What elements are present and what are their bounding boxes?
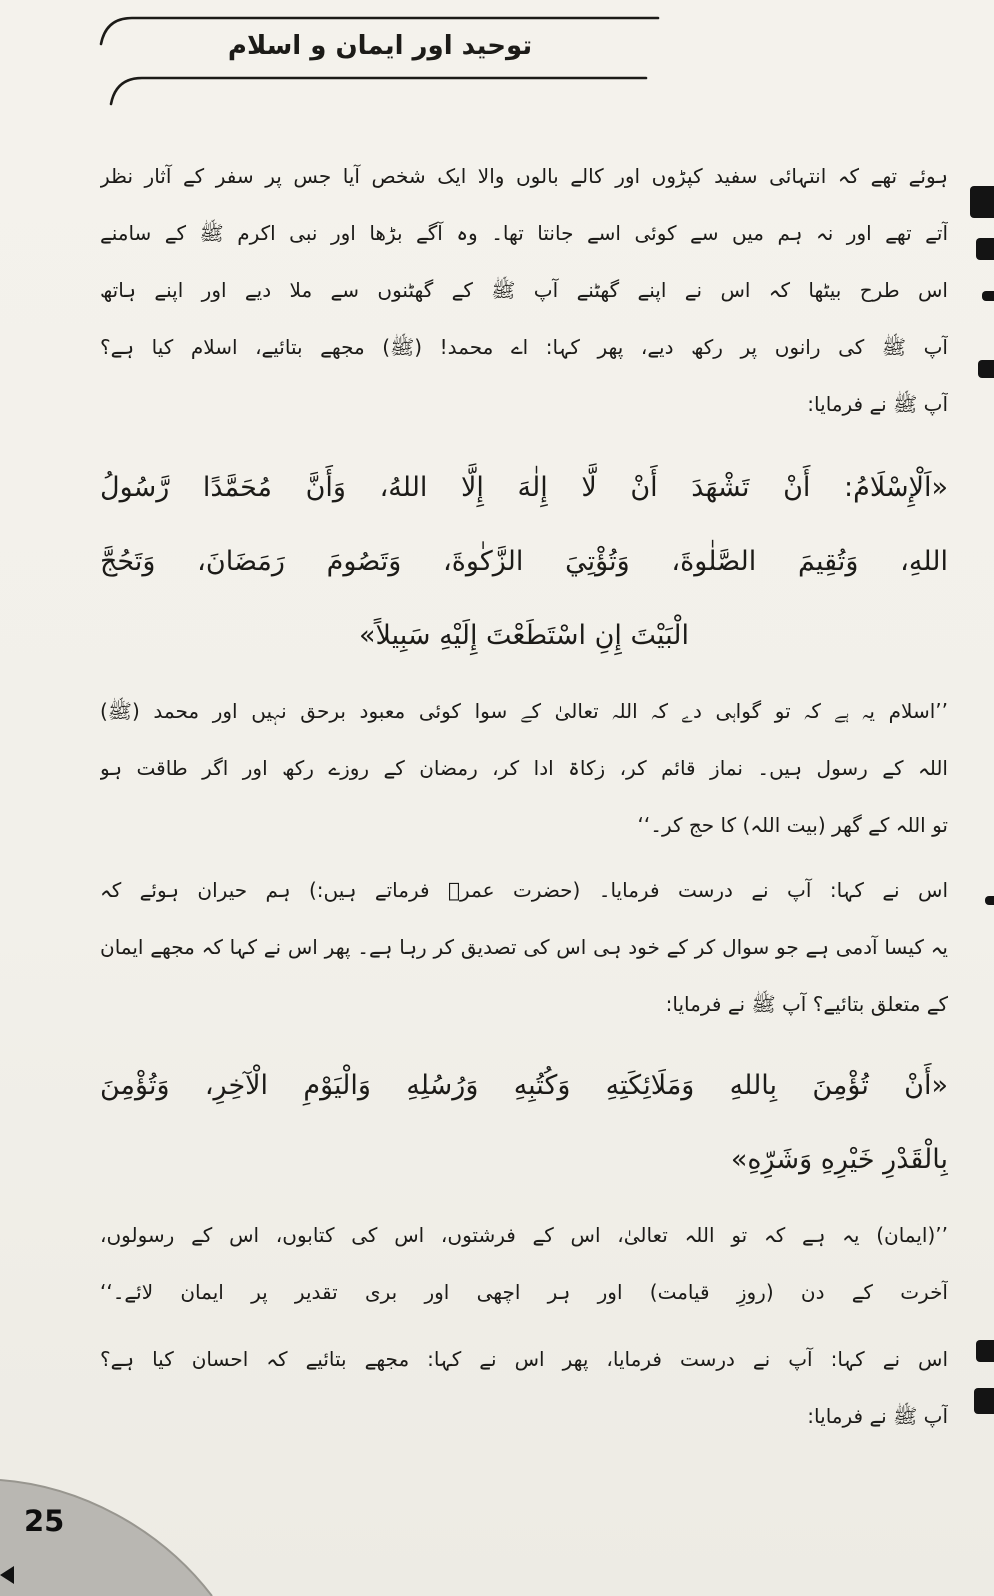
arabic-quote-line: «أَنْ تُؤْمِنَ بِاللهِ وَمَلَائِكَتِهِ وَكُتُبِهِ وَرُسُلِهِ وَالْيَوْمِ الْآخِرِ، وَتُؤْمِنَ xyxy=(100,1070,948,1101)
urdu-text-line: اس طرح بیٹھا کہ اس نے اپنے گھٹنے آپ ﷺ کے گھٹنوں سے ملا دیے اور اپنے ہاتھ xyxy=(100,278,948,302)
urdu-translation-islam xyxy=(100,683,948,854)
page-header xyxy=(0,0,994,120)
urdu-translation-iman xyxy=(100,1207,948,1321)
urdu-text-line: آپ ﷺ نے فرمایا: xyxy=(807,1404,948,1428)
arabic-quote-line: «اَلْإِسْلَامُ: أَنْ تَشْهَدَ أَنْ لَّا إِلٰهَ إِلَّا اللهُ، وَأَنَّ مُحَمَّدًا رَّسُولُ xyxy=(100,472,948,503)
urdu-text-line: کے متعلق بتائیے؟ آپ ﷺ نے فرمایا: xyxy=(665,992,948,1016)
urdu-text-line: ہوئے تھے کہ انتہائی سفید کپڑوں اور کالے بالوں والا ایک شخص آیا جس پر سفر کے آثار نظر xyxy=(100,164,948,188)
urdu-text-line: ’’اسلام یہ ہے کہ تو گواہی دے کہ اللہ تعالیٰ کے سوا کوئی معبود برحق نہیں اور محمد (ﷺ) xyxy=(100,699,948,723)
arabic-quote-iman xyxy=(100,1049,948,1197)
scan-edge-artifact xyxy=(982,291,994,301)
scan-edge-artifact xyxy=(970,186,994,218)
urdu-text-line: ’’(ایمان) یہ ہے کہ تو اللہ تعالیٰ، اس کے فرشتوں، اس کی کتابوں، اس کے رسولوں، xyxy=(100,1223,948,1247)
urdu-text-line: یہ کیسا آدمی ہے جو سوال کر کے خود ہی اس کی تصدیق کر رہا ہے۔ پھر اس نے کہا کہ مجھے ایمان xyxy=(100,935,948,959)
urdu-text-line: اللہ کے رسول ہیں۔ نماز قائم کر، زکاۃ ادا کر، رمضان کے روزے رکھ اور اگر طاقت ہو xyxy=(100,756,948,780)
urdu-text-line: آپ ﷺ نے فرمایا: xyxy=(807,392,948,416)
page-body xyxy=(100,148,948,1445)
urdu-paragraph-intro xyxy=(100,148,948,433)
page-number: 25 xyxy=(24,1504,65,1538)
print-registration-arrow-icon xyxy=(0,1566,14,1584)
urdu-text-line: تو اللہ کے گھر (بیت اللہ) کا حج کر۔‘‘ xyxy=(637,813,948,837)
urdu-paragraph-iman-question xyxy=(100,862,948,1033)
urdu-text-line: اس نے کہا: آپ نے درست فرمایا، پھر اس نے کہا: مجھے بتائیے کہ احسان کیا ہے؟ xyxy=(100,1347,948,1371)
scan-edge-artifact xyxy=(974,1388,994,1414)
scan-edge-artifact xyxy=(976,238,994,260)
urdu-paragraph-ihsan-question xyxy=(100,1331,948,1445)
chapter-title: توحید اور ایمان و اسلام xyxy=(227,31,533,61)
urdu-text-line: آپ ﷺ کی رانوں پر رکھ دیے، پھر کہا: اے محمد! (ﷺ) مجھے بتائیے، اسلام کیا ہے؟ xyxy=(100,335,948,359)
arabic-quote-islam xyxy=(100,451,948,673)
urdu-text-line: اس نے کہا: آپ نے درست فرمایا۔ (حضرت عمرؓ فرماتے ہیں:) ہم حیران ہوئے کہ xyxy=(100,878,948,902)
scan-edge-artifact xyxy=(978,360,994,378)
arabic-quote-line: اللهِ، وَتُقِيمَ الصَّلٰوةَ، وَتُؤْتِيَ الزَّكٰوةَ، وَتَصُومَ رَمَضَانَ، وَتَحُجَّ xyxy=(100,546,948,577)
arabic-quote-line: الْبَيْتَ إِنِ اسْتَطَعْتَ إِلَيْهِ سَبِيلاً» xyxy=(358,620,690,651)
arabic-quote-line: بِالْقَدْرِ خَيْرِهِ وَشَرِّهِ» xyxy=(730,1144,948,1175)
scan-edge-artifact xyxy=(985,896,994,905)
scan-edge-artifact xyxy=(976,1340,994,1362)
urdu-text-line: آتے تھے اور نہ ہم میں سے کوئی اسے جانتا تھا۔ وہ آگے بڑھا اور نبی اکرم ﷺ کے سامنے xyxy=(100,221,948,245)
urdu-text-line: آخرت کے دن (روزِ قیامت) اور ہر اچھی اور بری تقدیر پر ایمان لائے۔‘‘ xyxy=(100,1280,948,1304)
